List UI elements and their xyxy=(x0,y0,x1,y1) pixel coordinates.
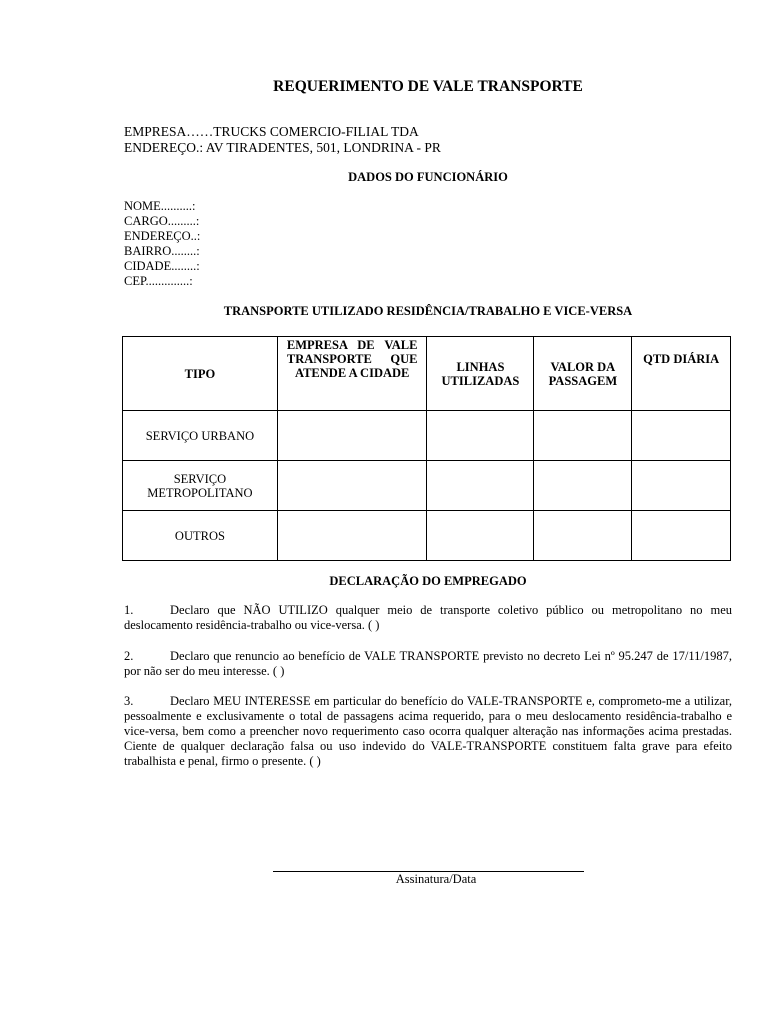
row-tipo: SERVIÇO METROPOLITANO xyxy=(123,461,278,511)
declaration-text: Declaro que NÃO UTILIZO qualquer meio de transporte coletivo público ou metropolitano no meu deslocamento residência-trabalho ou vice-versa. ( ) xyxy=(124,603,732,632)
cell-qtd[interactable] xyxy=(632,461,731,511)
table-header-row xyxy=(123,337,731,411)
declaration-heading: DECLARAÇÃO DO EMPREGADO xyxy=(329,574,527,588)
declaration-number: 2. xyxy=(124,649,134,663)
transport-table xyxy=(122,336,731,561)
header-valor: VALOR DA PASSAGEM xyxy=(534,337,632,411)
field-bairro: BAIRRO........: xyxy=(124,244,200,258)
document-title: REQUERIMENTO DE VALE TRANSPORTE xyxy=(273,78,583,95)
declaration-2 xyxy=(124,649,732,679)
declaration-number: 1. xyxy=(124,603,134,617)
declaration-number: 3. xyxy=(124,694,134,708)
signature-label: Assinatura/Data xyxy=(395,872,477,886)
cell-valor[interactable] xyxy=(534,511,632,561)
table-row xyxy=(123,461,731,511)
declaration-text: Declaro que renuncio ao benefício de VALE TRANSPORTE previsto no decreto Lei nº 95.247 de 17/11/1987, por não ser do meu interesse. ( ) xyxy=(124,649,732,678)
header-qtd: QTD DIÁRIA xyxy=(632,337,731,411)
header-empresa: EMPRESA DE VALE TRANSPORTE QUE ATENDE A CIDADE xyxy=(277,337,427,411)
employee-data-heading: DADOS DO FUNCIONÁRIO xyxy=(348,170,508,184)
cell-valor[interactable] xyxy=(534,461,632,511)
cell-empresa[interactable] xyxy=(277,411,427,461)
declaration-3 xyxy=(124,694,732,769)
cell-valor[interactable] xyxy=(534,411,632,461)
cell-empresa[interactable] xyxy=(277,511,427,561)
cell-linhas[interactable] xyxy=(427,411,534,461)
declaration-text: Declaro MEU INTERESSE em particular do benefício do VALE-TRANSPORTE e, comprometo-me a utilizar, pessoalmente e exclusivamente o total de passagens acima requerido, para o meu deslocamento residência-trabalho e vice-versa, bem como a preencher novo requerimento caso ocorra qualquer alteração nas informações acima prestadas. Ciente de qualquer declaração falsa ou uso indevido do VALE-TRANSPORTE constituem falta grave para efeito trabalhista e penal, firmo o presente. ( ) xyxy=(124,694,732,768)
header-linhas: LINHAS UTILIZADAS xyxy=(427,337,534,411)
table-row xyxy=(123,511,731,561)
cell-empresa[interactable] xyxy=(277,461,427,511)
cell-linhas[interactable] xyxy=(427,461,534,511)
transport-heading: TRANSPORTE UTILIZADO RESIDÊNCIA/TRABALHO E VICE-VERSA xyxy=(223,304,633,318)
field-nome: NOME..........: xyxy=(124,199,196,213)
company-line: EMPRESA……TRUCKS COMERCIO-FILIAL TDA xyxy=(124,124,419,139)
field-cargo: CARGO.........: xyxy=(124,214,200,228)
field-cep: CEP..............: xyxy=(124,274,193,288)
cell-qtd[interactable] xyxy=(632,511,731,561)
table-row xyxy=(123,411,731,461)
field-cidade: CIDADE........: xyxy=(124,259,200,273)
address-line: ENDEREÇO.: AV TIRADENTES, 501, LONDRINA - PR xyxy=(124,140,441,155)
row-tipo: OUTROS xyxy=(123,511,278,561)
row-tipo: SERVIÇO URBANO xyxy=(123,411,278,461)
field-endereco: ENDEREÇO..: xyxy=(124,229,201,243)
cell-linhas[interactable] xyxy=(427,511,534,561)
cell-qtd[interactable] xyxy=(632,411,731,461)
header-tipo: TIPO xyxy=(123,337,278,411)
declaration-1 xyxy=(124,603,732,633)
